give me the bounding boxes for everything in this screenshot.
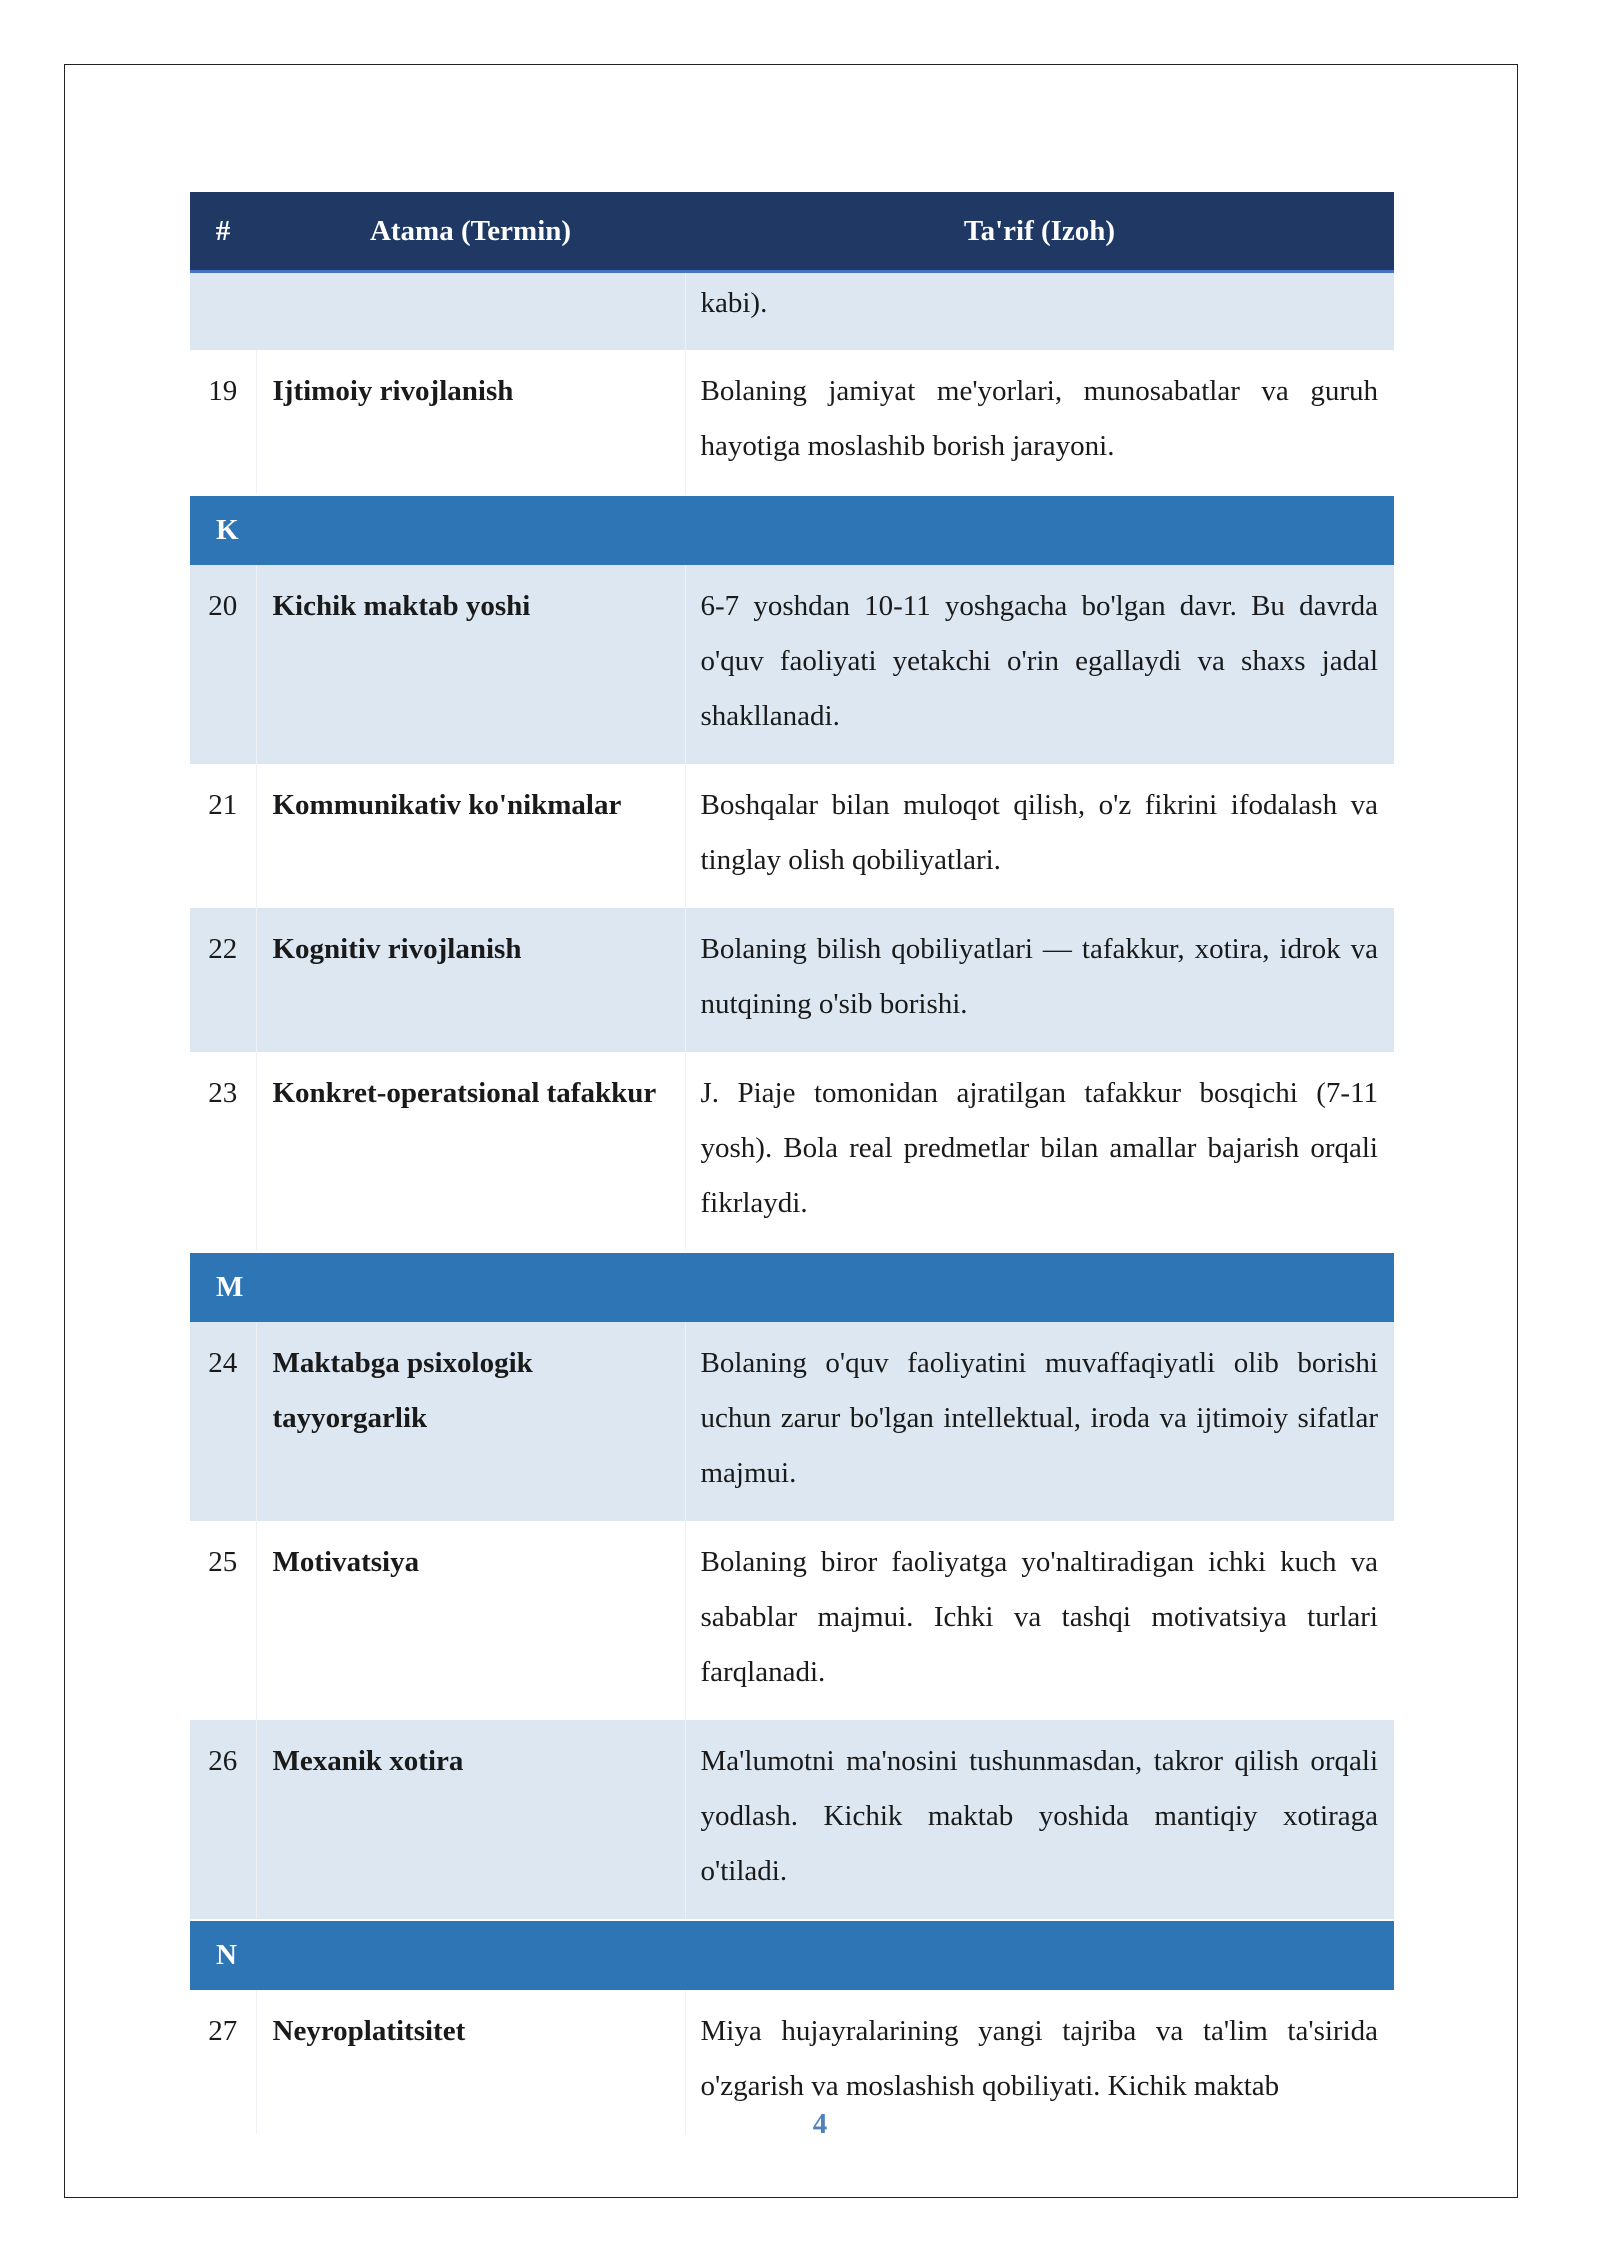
term-cell: Mexanik xotira — [256, 1720, 685, 1920]
definition-cell: Boshqalar bilan muloqot qilish, o'z fikrini ifodalash va tinglay olish qobiliyatlari. — [685, 764, 1394, 908]
definition-cell: Bolaning o'quv faoliyatini muvaffaqiyatli olib borishi uchun zarur bo'lgan intellektual, iroda va ijtimoiy sifatlar majmui. — [685, 1322, 1394, 1521]
definition-cell: J. Piaje tomonidan ajratilgan tafakkur bosqichi (7-11 yosh). Bola real predmetlar bilan amallar bajarish orqali fikrlaydi. — [685, 1052, 1394, 1252]
term-cell: Kommunikativ ko'nikmalar — [256, 764, 685, 908]
definition-cell: Bolaning bilish qobiliyatlari — tafakkur, xotira, idrok va nutqining o'sib borishi. — [685, 908, 1394, 1052]
definition-cell: Bolaning biror faoliyatga yo'naltiradigan ichki kuch va sabablar majmui. Ichki va tashqi motivatsiya turlari farqlanadi. — [685, 1521, 1394, 1720]
row-number: 20 — [190, 565, 256, 764]
row-number: 25 — [190, 1521, 256, 1720]
table-row — [190, 1521, 1394, 1720]
row-number: 23 — [190, 1052, 256, 1252]
table-row — [190, 1322, 1394, 1521]
term-cell: Maktabga psixologik tayyorgarlik — [256, 1322, 685, 1521]
table-row — [190, 764, 1394, 908]
term-cell: Kichik maktab yoshi — [256, 565, 685, 764]
table-row — [190, 908, 1394, 1052]
section-letter: K — [190, 495, 1394, 565]
definition-cell: Bolaning jamiyat me'yorlari, munosabatlar va guruh hayotiga moslashib borish jarayoni. — [685, 350, 1394, 495]
table-row — [190, 1720, 1394, 1920]
header-term: Atama (Termin) — [256, 192, 685, 272]
table-row-continuation — [190, 272, 1394, 351]
row-number: 24 — [190, 1322, 256, 1521]
term-cell: Motivatsiya — [256, 1521, 685, 1720]
table-row — [190, 565, 1394, 764]
table-row — [190, 350, 1394, 495]
section-row-k — [190, 495, 1394, 565]
header-definition: Ta'rif (Izoh) — [685, 192, 1394, 272]
term-cell: Konkret-operatsional tafakkur — [256, 1052, 685, 1252]
row-number: 19 — [190, 350, 256, 495]
section-letter: M — [190, 1252, 1394, 1322]
term-cell: Kognitiv rivojlanish — [256, 908, 685, 1052]
term-cell: Ijtimoiy rivojlanish — [256, 350, 685, 495]
row-number: 21 — [190, 764, 256, 908]
row-number: 22 — [190, 908, 256, 1052]
definition-cell: 6-7 yoshdan 10-11 yoshgacha bo'lgan davr. Bu davrda o'quv faoliyati yetakchi o'rin egallaydi va shaxs jadal shakllanadi. — [685, 565, 1394, 764]
row-number: 27 — [190, 1990, 256, 2134]
section-letter: N — [190, 1920, 1394, 1990]
table-row — [190, 1052, 1394, 1252]
header-number: # — [190, 192, 256, 272]
definition-cell: Ma'lumotni ma'nosini tushunmasdan, takror qilish orqali yodlash. Kichik maktab yoshida mantiqiy xotiraga o'tiladi. — [685, 1720, 1394, 1920]
definition-cell: Miya hujayralarining yangi tajriba va ta'lim ta'sirida o'zgarish va moslashish qobiliyati. Kichik maktab — [685, 1990, 1394, 2134]
section-row-m — [190, 1252, 1394, 1322]
definition-continuation: kabi). — [685, 272, 1394, 351]
glossary-table — [190, 192, 1394, 2134]
table-header — [190, 192, 1394, 272]
term-cell: Neyroplatitsitet — [256, 1990, 685, 2134]
section-row-n — [190, 1920, 1394, 1990]
page-number: 4 — [812, 2108, 828, 2140]
row-number: 26 — [190, 1720, 256, 1920]
